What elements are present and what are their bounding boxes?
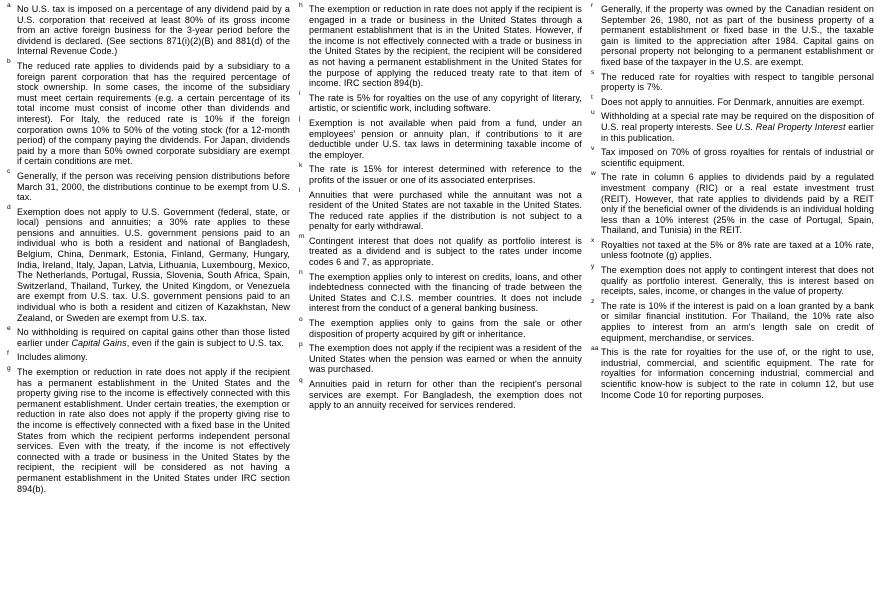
footnote-marker: v <box>591 144 595 152</box>
footnote-k <box>299 161 582 185</box>
footnote-text: No withholding is required on capital gains other than those listed earlier under Capital Gains, even if the gain is subject to U.S. tax. <box>17 327 290 348</box>
footnotes-column-3 <box>591 1 874 498</box>
footnote-s <box>591 69 874 93</box>
footnote-text: This is the rate for royalties for the use of, or the right to use, industrial, commercial, and scientific equipment. The rate for royalties for information concerning industrial, commercial and scientific know-how is subject to the rate in column 12, but use Income Code 10 for reporting purposes. <box>601 347 874 400</box>
footnote-marker: n <box>299 269 303 277</box>
footnote-marker: z <box>591 298 595 306</box>
footnote-marker: l <box>299 187 301 194</box>
footnote-text: No U.S. tax is imposed on a percentage of any dividend paid by a U.S. corporation that received at least 80% of its gross income from an active foreign business for the 3-year period before the dividend is declared. (See sections 871(i)(2)(B) and 881(d) of the Internal Revenue Code.) <box>17 4 290 57</box>
footnote-text: Withholding at a special rate may be required on the disposition of U.S. real property interests. See U.S. Real Property Interest earlier in this publication. <box>601 111 874 143</box>
footnote-text: The rate in column 6 applies to dividends paid by a regulated investment company (RIC) or a real estate investment trust (REIT). However, that rate applies to dividends paid by a REIT only if the beneficial owner of the dividends is an individual holding less than a 10% interest (25% in the case of Portugal, Spain, Thailand, and Tunisia) in the REIT. <box>601 172 874 236</box>
footnote-marker: c <box>7 168 11 176</box>
footnote-g <box>7 364 290 494</box>
footnote-marker: h <box>299 1 303 9</box>
footnote-text: The rate is 5% for royalties on the use of any copyright of literary, artistic, or scientific work, including software. <box>309 92 582 114</box>
footnote-marker: r <box>591 1 594 9</box>
footnote-p <box>299 340 582 375</box>
footnote-z <box>591 298 874 343</box>
footnote-marker: y <box>591 262 595 270</box>
footnote-text: The reduced rate for royalties with respect to tangible personal property is 7%. <box>601 71 874 93</box>
footnote-marker: aa <box>591 344 599 352</box>
footnote-m <box>299 233 582 268</box>
footnote-marker: g <box>7 364 11 372</box>
footnote-x <box>591 237 874 261</box>
footnote-text: The exemption applies only to gains from the sale or other disposition of property acquired by gift or inheritance. <box>309 318 582 339</box>
footnote-text: Annuities that were purchased while the annuitant was not a resident of the United States are not taxable in the United States. The reduced rate applies if the distribution is not subject to a penalty for early withdrawal. <box>309 189 582 232</box>
footnote-w <box>591 169 874 236</box>
footnote-h <box>299 1 582 89</box>
footnote-marker: e <box>7 324 11 332</box>
footnote-d <box>7 204 290 324</box>
footnote-text: Exemption is not available when paid from a fund, under an employees' pension or annuity plan, if contributions to it are deductible under U.S. tax laws in determining taxable income of the employer. <box>309 117 582 160</box>
footnote-marker: j <box>299 115 301 123</box>
footnote-text: Exemption does not apply to U.S. Government (federal, state, or local) pensions and annuities; a 30% rate applies to these pensions and annuities. U.S. government pensions paid to an individual who is both a resident and national of Bangladesh, Belgium, China, Denmark, Estonia, Finland, Germany, Hungary, India, Ireland, Italy, Japan, Latvia, Lithuania, Luxembourg, Mexico, The Netherlands, Portugal, Russia, Slovenia, South Africa, Spain, Switzerland, Thailand, Turkey, the United Kingdom, or Venezuela are exempt from U.S. tax. U.S. government pensions paid to an individual who is both a resident and citizen of Kazakhstan, New Zealand, or Sweden are exempt from U.S. tax. <box>17 206 290 323</box>
footnotes-column-1 <box>7 1 290 498</box>
footnote-marker: m <box>299 233 305 241</box>
footnote-text: Includes alimony. <box>17 352 88 363</box>
footnote-marker: f <box>7 349 9 357</box>
footnote-u <box>591 108 874 143</box>
footnote-marker: i <box>299 90 301 98</box>
footnote-j <box>299 115 582 160</box>
footnote-text: The exemption or reduction in rate does not apply if the recipient is engaged in a trade or business in the United States through a permanent establishment that is in the United States. However, if the income is not effectively connected with a trade or business in the United States by the recipient, the recipient will be considered as not having a permanent establishment in the United States for the purpose of applying the reduced treaty rate to that item of income. IRC section 894(b). <box>309 4 582 89</box>
footnote-q <box>299 376 582 411</box>
footnote-text: Tax imposed on 70% of gross royalties for rentals of industrial or scientific equipment. <box>601 147 874 168</box>
footnote-marker: u <box>591 108 595 116</box>
footnote-b <box>7 58 290 167</box>
footnote-text: The rate is 10% if the interest is paid on a loan granted by a bank or similar financial institution. For Thailand, the 10% rate also applies to interest from an arm's length sale on credit of equipment, merchandise, or services. <box>601 300 874 343</box>
footnote-n <box>299 269 582 314</box>
footnote-y <box>591 262 874 297</box>
footnote-text: Contingent interest that does not qualify as portfolio interest is treated as a dividend and is subject to the rates under income codes 6 and 7, as appropriate. <box>309 235 582 268</box>
footnote-text: The exemption does not apply if the recipient was a resident of the United States when the pension was earned or when the annuity was purchased. <box>309 343 582 375</box>
footnote-l <box>299 187 582 232</box>
footnote-text: Generally, if the person was receiving pension distributions before March 31, 2000, the distributions continue to be exempt from U.S. tax. <box>17 170 290 203</box>
footnote-marker: s <box>591 69 595 77</box>
footnote-text: The rate is 15% for interest determined with reference to the profits of the issuer or one of its associated enterprises. <box>309 164 582 185</box>
footnote-v <box>591 144 874 168</box>
footnote-a <box>7 1 290 57</box>
footnote-f <box>7 349 290 363</box>
footnote-aa <box>591 344 874 400</box>
footnote-marker: b <box>7 58 11 66</box>
footnote-text: The reduced rate applies to dividends paid by a subsidiary to a foreign parent corporation that has the required percentage of stock ownership. In some cases, the income of the subsidiary must meet certain requirements (e.g. a certain percentage of its total income must consist of income other than dividends and interest). For Italy, the reduced rate is 10% if the foreign corporation owns 10% to 50% of the voting stock (for a 12-month period) of the company paying the dividends. For Japan, dividends paid by a more than 50% owned corporate subsidiary are exempt if certain conditions are met. <box>17 60 290 167</box>
footnote-o <box>299 315 582 339</box>
footnotes-column-2 <box>299 1 582 498</box>
footnote-marker: w <box>591 169 596 177</box>
footnote-t <box>591 94 874 108</box>
footnote-marker: o <box>299 315 303 323</box>
footnote-e <box>7 324 290 348</box>
footnote-text: The exemption does not apply to contingent interest that does not qualify as portfolio interest. Generally, this is interest based on receipts, sales, income, or changes in the value of property. <box>601 265 874 297</box>
footnote-r <box>591 1 874 68</box>
footnote-text: Generally, if the property was owned by the Canadian resident on September 26, 1980, not as part of the business property of a permanent establishment or fixed base in the U.S., the taxable gain is limited to the appreciation after 1984. Capital gains on personal property not belonging to a permanent establishment or fixed base of the taxpayer in the U.S. are exempt. <box>601 4 874 67</box>
footnote-text: The exemption applies only to interest on credits, loans, and other indebtedness connected with the financing of trade between the United States and C.I.S. member countries. It does not include interest from the conduct of a general banking business. <box>309 271 582 314</box>
footnote-text: The exemption or reduction in rate does not apply if the recipient has a permanent establishment in the United States and the property giving rise to the income is effectively connected with this permanent establishment. Under certain treaties, the exemption or reduction in rate also does not apply if the property giving rise to the income is effectively connected with a fixed base in the United States from which the recipient performs independent personal services. Even with the treaty, if the income is not effectively connected with a trade or business in the United States by the recipient, the recipient will be considered as not having a permanent establishment in the United States under IRC section 894(b). <box>17 367 290 494</box>
footnote-marker: p <box>299 340 303 348</box>
footnote-text: Does not apply to annuities. For Denmark, annuities are exempt. <box>601 96 865 107</box>
footnote-marker: x <box>591 237 595 245</box>
footnote-marker: k <box>299 161 303 169</box>
footnote-text: Royalties not taxed at the 5% or 8% rate are taxed at a 10% rate, unless footnote (g) applies. <box>601 239 874 261</box>
footnote-marker: a <box>7 1 11 9</box>
footnote-c <box>7 168 290 203</box>
footnote-marker: d <box>7 204 11 212</box>
footnote-marker: q <box>299 376 303 384</box>
footnote-text: Annuities paid in return for other than the recipient's personal services are exempt. For Bangladesh, the exemption does not apply to an annuity received for services rendered. <box>309 379 582 411</box>
footnote-marker: t <box>591 94 593 102</box>
footnote-i <box>299 90 582 114</box>
